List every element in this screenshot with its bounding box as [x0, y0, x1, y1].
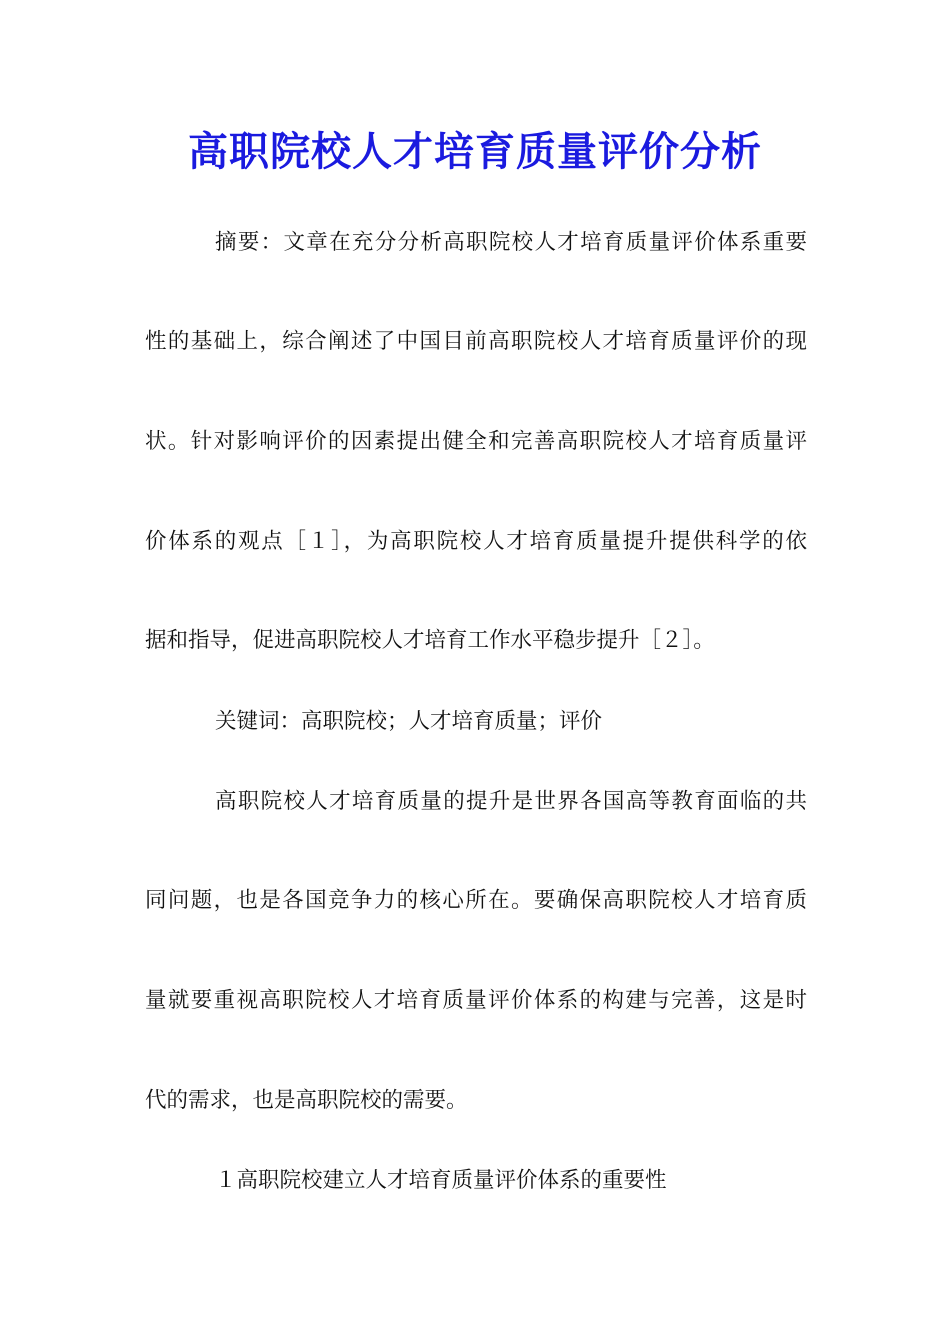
abstract-line-1: 摘要：文章在充分分析高职院校人才培育质量评价体系重要	[215, 230, 807, 255]
keywords-line: 关键词：高职院校；人才培育质量；评价	[215, 709, 603, 734]
intro-line-1: 高职院校人才培育质量的提升是世界各国高等教育面临的共	[215, 789, 807, 814]
abstract-line-2: 性的基础上，综合阐述了中国目前高职院校人才培育质量评价的现	[145, 329, 807, 354]
abstract-line-3: 状。针对影响评价的因素提出健全和完善高职院校人才培育质量评	[145, 429, 807, 454]
intro-line-3: 量就要重视高职院校人才培育质量评价体系的构建与完善，这是时	[145, 988, 807, 1013]
abstract-line-4: 价体系的观点［１］，为高职院校人才培育质量提升提供科学的依	[145, 529, 807, 554]
intro-line-2: 同问题，也是各国竞争力的核心所在。要确保高职院校人才培育质	[145, 888, 807, 913]
section-heading: １高职院校建立人才培育质量评价体系的重要性	[215, 1168, 667, 1193]
intro-line-4: 代的需求，也是高职院校的需要。	[145, 1088, 468, 1113]
abstract-line-5: 据和指导，促进高职院校人才培育工作水平稳步提升［２］。	[145, 628, 715, 653]
document-title: 高职院校人才培育质量评价分析	[188, 128, 762, 175]
